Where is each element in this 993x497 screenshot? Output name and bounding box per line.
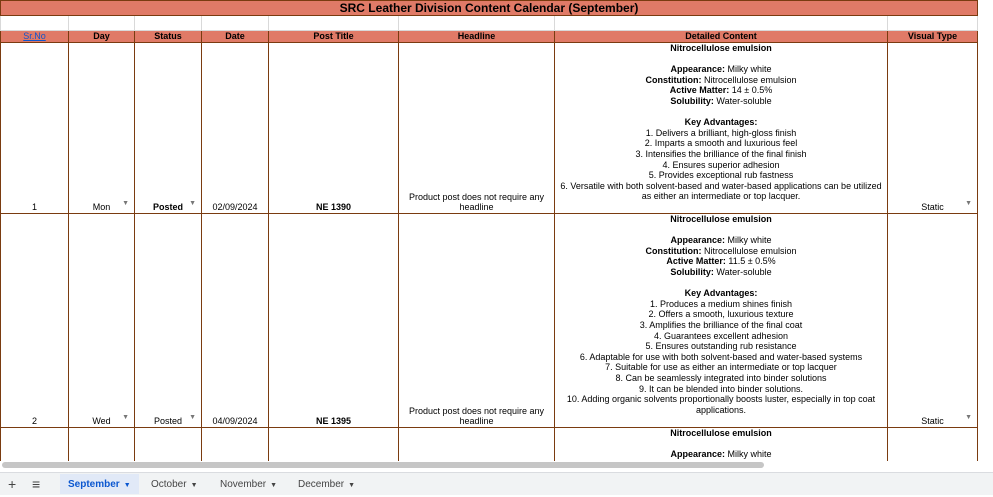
appearance-value: Milky white [727,64,772,75]
solubility-label: Solubility: [670,95,714,106]
table-row [1,43,978,214]
chevron-down-icon[interactable]: ▼ [122,414,129,422]
headline-cell[interactable]: Product post does not require any headline [399,43,555,214]
post-title-cell[interactable]: NE 1395 [269,214,399,428]
appearance-label: Appearance: [670,449,725,460]
tab-label: November [220,479,267,490]
visual-type-dropdown-cell[interactable] [888,214,978,428]
empty-cell[interactable] [1,16,69,31]
day-value: Wed [92,416,111,427]
chevron-down-icon[interactable]: ▼ [965,200,972,208]
status-value: Posted [153,416,183,427]
status-dropdown-cell[interactable] [135,214,202,428]
chevron-down-icon[interactable]: ▼ [189,200,196,208]
key-advantages-title: Key Advantages: [684,117,758,128]
tab-october[interactable] [143,474,206,494]
constitution-value: Nitrocellulose emulsion [703,74,797,85]
srno-cell[interactable]: 1 [1,43,69,214]
product-name: Nitrocellulose emulsion [670,214,772,224]
header-date[interactable]: Date [202,31,269,43]
active-matter-value: 14 ± 0.5% [731,85,773,96]
constitution-label: Constitution: [645,245,702,256]
solubility-value: Water-soluble [716,266,772,277]
tab-december[interactable] [290,474,363,494]
horizontal-scrollbar[interactable] [0,461,993,469]
active-matter-label: Active Matter: [669,85,730,96]
day-dropdown-cell[interactable] [69,43,135,214]
header-post-title[interactable]: Post Title [269,31,399,43]
day-dropdown-cell[interactable] [69,214,135,428]
detailed-content-cell[interactable] [555,214,888,428]
header-detailed-content[interactable]: Detailed Content [555,31,888,43]
active-matter-value: 11.5 ± 0.5% [728,256,776,267]
tab-november[interactable] [212,474,285,494]
date-cell[interactable]: 04/09/2024 [202,214,269,428]
empty-cell[interactable] [202,16,269,31]
empty-cell[interactable] [269,16,399,31]
header-row [1,31,978,43]
empty-cell[interactable] [69,16,135,31]
tab-september[interactable] [60,474,139,494]
header-status[interactable]: Status [135,31,202,43]
appearance-value: Milky white [727,449,772,460]
visual-type-value: Static [921,416,944,427]
plus-icon[interactable]: + [8,476,17,492]
headline-cell[interactable]: Product post does not require any headline [399,214,555,428]
header-srno-link[interactable]: Sr.No [1,31,69,43]
scrollbar-thumb[interactable] [2,462,764,468]
chevron-down-icon[interactable]: ▼ [190,482,198,489]
solubility-value: Water-soluble [716,95,772,106]
visual-type-value: Static [921,202,944,213]
empty-cell[interactable] [135,16,202,31]
chevron-down-icon[interactable]: ▼ [123,482,131,489]
chevron-down-icon[interactable]: ▼ [348,482,356,489]
tab-label: October [151,479,187,490]
empty-cell[interactable] [555,16,888,31]
sheet-tab-bar [0,472,993,495]
constitution-value: Nitrocellulose emulsion [703,245,797,256]
key-advantages-list: 1. Produces a medium shines finish 2. Offers a smooth, luxurious texture 3. Amplifies the brilliance of the final coat 4. Guarantees excellent adhesion 5. Ensures outstanding rub resistance 6. Adaptable for use with both solvent-based and water-based systems 7. Suitable for use as either an intermediate or top lacquer 8. Can be seamlessly integrated into binder solutions 9. It can be blended into binder solutions. 10. Adding organic solvents proportionally boosts luster, especially in top coat applications. [566,298,876,415]
appearance-value: Milky white [727,235,772,246]
header-visual-type[interactable]: Visual Type [888,31,978,43]
visual-type-dropdown-cell[interactable] [888,43,978,214]
active-matter-label: Active Matter: [666,256,726,267]
key-advantages-list: 1. Delivers a brilliant, high-gloss finish 2. Imparts a smooth and luxurious feel 3. Intensifies the brilliance of the final finish 4. Ensures superior adhesion 5. Provides exceptional rub fastness 6. Versatile with both solvent-based and water-based applications can be utilized as either an intermediate or top lacquer. [560,127,882,202]
header-headline[interactable]: Headline [399,31,555,43]
chevron-down-icon[interactable]: ▼ [189,414,196,422]
key-advantages-title: Key Advantages: [684,288,758,299]
chevron-down-icon[interactable]: ▼ [965,414,972,422]
post-title-cell[interactable]: NE 1390 [269,43,399,214]
detailed-content-cell[interactable] [555,43,888,214]
status-dropdown-cell[interactable] [135,43,202,214]
tab-label: September [68,479,120,490]
srno-cell[interactable]: 2 [1,214,69,428]
appearance-label: Appearance: [670,64,725,75]
header-day[interactable]: Day [69,31,135,43]
sheet-title[interactable]: SRC Leather Division Content Calendar (September) [1,1,978,16]
date-cell[interactable]: 02/09/2024 [202,43,269,214]
chevron-down-icon[interactable]: ▼ [270,482,278,489]
product-name: Nitrocellulose emulsion [670,428,772,438]
chevron-down-icon[interactable]: ▼ [122,200,129,208]
solubility-label: Solubility: [670,266,714,277]
tab-label: December [298,479,345,490]
empty-cell[interactable] [888,16,978,31]
appearance-label: Appearance: [670,235,725,246]
product-name: Nitrocellulose emulsion [670,43,772,53]
status-value: Posted [152,202,183,213]
empty-cell[interactable] [399,16,555,31]
constitution-label: Constitution: [645,74,702,85]
menu-icon[interactable]: ≡ [32,476,41,492]
table-row [1,214,978,428]
day-value: Mon [92,202,111,213]
